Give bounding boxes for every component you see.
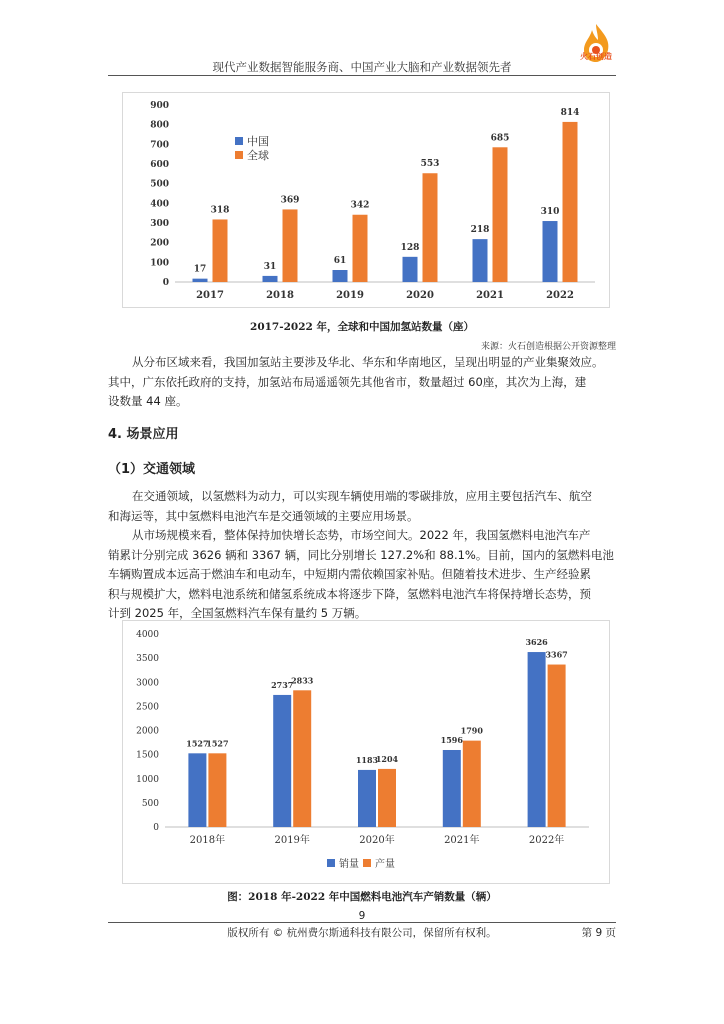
x-tick-label: 2020年 <box>359 835 395 846</box>
data-label: 369 <box>280 195 300 206</box>
page-header-title: 现代产业数据智能服务商、中国产业大脑和产业数据领先者 <box>212 60 512 74</box>
x-tick-label: 2022年 <box>528 835 565 846</box>
text-line: 从市场规模来看，整体保持加快增长态势，市场空间大。2022 年，我国氢燃料电池汽车产 <box>132 528 591 542</box>
y-tick-label: 500 <box>150 179 169 190</box>
data-label: 1527 <box>206 738 229 749</box>
x-tick-label: 2019年 <box>274 835 310 846</box>
x-tick-label: 2018年 <box>189 835 226 846</box>
bar-产量 <box>463 741 481 827</box>
data-label: 1790 <box>460 725 483 736</box>
y-tick-label: 2500 <box>136 702 159 713</box>
x-tick-label: 2021 <box>476 290 504 301</box>
paragraph-market <box>108 526 618 624</box>
bar-中国 <box>473 239 488 282</box>
y-tick-label: 100 <box>150 258 169 269</box>
data-label: 17 <box>193 264 207 275</box>
y-tick-label: 1500 <box>136 750 159 761</box>
legend-swatch <box>235 137 243 145</box>
chart2-svg <box>123 621 609 883</box>
x-tick-label: 2018 <box>266 290 294 301</box>
y-tick-label: 4000 <box>136 630 159 640</box>
x-tick-label: 2020 <box>406 290 434 301</box>
data-label: 310 <box>540 207 560 218</box>
page-number-center: 9 <box>358 910 366 922</box>
y-tick-label: 700 <box>150 140 169 151</box>
data-label: 128 <box>400 242 420 253</box>
data-label: 1596 <box>440 734 463 745</box>
data-label: 2737 <box>271 679 294 690</box>
legend-label: 产量 <box>375 859 395 870</box>
bar-销量 <box>273 695 291 827</box>
bar-销量 <box>443 750 461 827</box>
bar-全球 <box>493 147 508 282</box>
bar-中国 <box>333 270 348 282</box>
y-tick-label: 800 <box>150 120 169 131</box>
legend-label: 销量 <box>339 859 359 870</box>
chart1-source: 来源：火石创造根据公开资源整理 <box>480 342 616 352</box>
paragraph-distribution <box>108 353 618 412</box>
y-tick-label: 3500 <box>136 654 159 665</box>
data-label: 3367 <box>545 649 568 660</box>
text-line: 和海运等，其中氢燃料电池汽车是交通领域的主要应用场景。 <box>108 508 419 523</box>
data-label: 2833 <box>291 675 314 686</box>
chart1-svg <box>123 93 609 307</box>
header-rule <box>108 75 616 76</box>
data-label: 1527 <box>186 738 209 749</box>
text-line: 设数量 44 座。 <box>108 394 188 408</box>
bar-全球 <box>353 215 368 282</box>
bar-销量 <box>358 770 376 827</box>
chart-hydrogen-stations <box>122 92 610 308</box>
footer-page-label: 第 9 页 <box>581 927 616 939</box>
bar-产量 <box>208 753 226 827</box>
text-line: 从分布区域来看，我国加氢站主要涉及华北、华东和华南地区，呈现出明显的产业集聚效应。 <box>132 355 604 369</box>
y-tick-label: 0 <box>153 823 159 833</box>
bar-中国 <box>193 279 208 282</box>
bar-中国 <box>263 276 278 282</box>
section-heading: 4. 场景应用 <box>108 427 179 442</box>
data-label: 342 <box>350 200 370 211</box>
bar-全球 <box>423 173 438 282</box>
text-line: 车辆购置成本远高于燃油车和电动车，中短期内需依赖国家补贴。但随着技术进步、生产经验累 <box>108 567 591 581</box>
data-label: 814 <box>560 107 580 118</box>
text-line: 其中，广东依托政府的支持，加氢站布局遥遥领先其他省市，数量超过 60座，其次为上海，建 <box>108 374 587 389</box>
chart1-caption: 2017-2022 年，全球和中国加氢站数量（座） <box>250 321 474 333</box>
data-label: 1204 <box>375 753 399 764</box>
bar-中国 <box>403 257 418 282</box>
y-tick-label: 0 <box>162 278 169 288</box>
bar-全球 <box>563 122 578 282</box>
bar-产量 <box>293 690 311 827</box>
y-tick-label: 200 <box>150 238 169 249</box>
y-tick-label: 400 <box>150 199 169 210</box>
bar-销量 <box>188 753 206 827</box>
subsection-heading: （1）交通领域 <box>108 462 196 477</box>
bar-中国 <box>543 221 558 282</box>
text-line: 积与规模扩大，燃料电池系统和储氢系统成本将逐步下降，氢燃料电池汽车将保持增长态势，预 <box>108 586 591 601</box>
legend-label: 中国 <box>247 135 269 148</box>
legend-swatch <box>235 151 243 159</box>
data-label: 61 <box>333 256 347 267</box>
data-label: 1183 <box>355 754 379 765</box>
legend-swatch <box>363 859 371 867</box>
y-tick-label: 3000 <box>136 678 159 689</box>
y-tick-label: 300 <box>150 219 169 229</box>
text-line: 销累计分别完成 3626 辆和 3367 辆，同比分别增长 127.2%和 88.1%。目前，国内的氢燃料电池 <box>108 547 614 562</box>
y-tick-label: 900 <box>150 101 169 111</box>
bar-销量 <box>528 652 546 827</box>
bar-全球 <box>283 209 298 282</box>
data-label: 685 <box>490 133 510 144</box>
data-label: 218 <box>470 225 490 236</box>
bar-产量 <box>548 665 566 827</box>
chart2-caption: 图：2018 年-2022 年中国燃料电池汽车产销数量（辆） <box>227 891 497 903</box>
text-line: 在交通领域，以氢燃料为动力，可以实现车辆使用端的零碳排放，应用主要包括汽车、航空 <box>132 489 592 503</box>
y-tick-label: 600 <box>150 160 169 170</box>
bar-产量 <box>378 769 396 827</box>
legend-label: 全球 <box>247 149 269 162</box>
footer-copyright: 版权所有 © 杭州费尔斯通科技有限公司，保留所有权利。 <box>227 927 497 939</box>
x-tick-label: 2022 <box>546 290 574 301</box>
bar-全球 <box>213 219 228 282</box>
logo-text: 火石创造 <box>580 52 612 61</box>
legend-swatch <box>327 859 335 867</box>
chart-fuel-cell-vehicles <box>122 620 610 884</box>
x-tick-label: 2017 <box>196 290 224 301</box>
footer-rule <box>108 922 616 923</box>
y-tick-label: 1000 <box>136 774 159 785</box>
data-label: 553 <box>420 159 440 170</box>
data-label: 31 <box>263 261 277 272</box>
x-tick-label: 2021年 <box>444 835 480 846</box>
text-line: 计到 2025 年，全国氢燃料汽车保有量约 5 万辆。 <box>108 606 367 620</box>
y-tick-label: 2000 <box>136 726 159 737</box>
x-tick-label: 2019 <box>336 290 364 301</box>
y-tick-label: 500 <box>141 798 159 809</box>
data-label: 3626 <box>525 637 548 648</box>
data-label: 318 <box>210 205 230 216</box>
paragraph-transport <box>108 487 618 526</box>
